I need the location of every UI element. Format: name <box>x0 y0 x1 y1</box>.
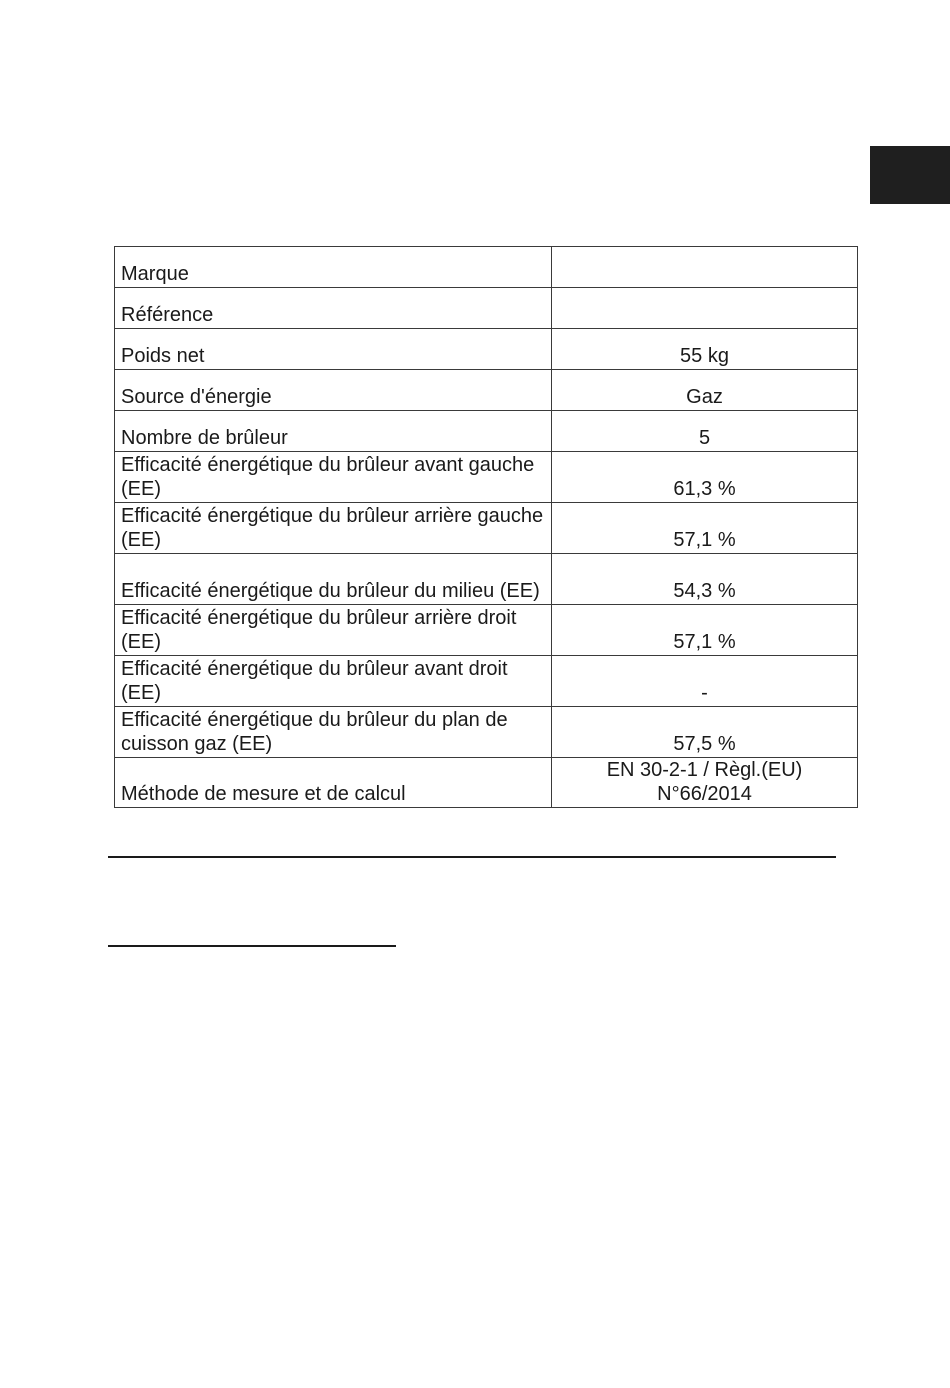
table-row <box>115 707 858 758</box>
row-value: EN 30-2-1 / Règl.(EU) N°66/2014 <box>552 758 858 808</box>
table-row <box>115 605 858 656</box>
row-label: Efficacité énergétique du brûleur avant gauche (EE) <box>115 452 552 503</box>
table-row <box>115 411 858 452</box>
row-value: - <box>552 656 858 707</box>
table-row <box>115 370 858 411</box>
row-value: Gaz <box>552 370 858 411</box>
row-value <box>552 288 858 329</box>
row-label: Efficacité énergétique du brûleur arrière gauche (EE) <box>115 503 552 554</box>
row-label: Efficacité énergétique du brûleur du plan de cuisson gaz (EE) <box>115 707 552 758</box>
row-value <box>552 247 858 288</box>
row-label: Efficacité énergétique du brûleur avant droit (EE) <box>115 656 552 707</box>
row-value: 54,3 % <box>552 554 858 605</box>
table-row <box>115 554 858 605</box>
row-label: Efficacité énergétique du brûleur arrière droit (EE) <box>115 605 552 656</box>
table-row <box>115 656 858 707</box>
table-row <box>115 758 858 808</box>
section-tab-marker <box>870 146 950 204</box>
row-value: 57,1 % <box>552 605 858 656</box>
table-row <box>115 503 858 554</box>
horizontal-rule <box>108 945 396 947</box>
row-label: Marque <box>115 247 552 288</box>
row-value: 57,5 % <box>552 707 858 758</box>
horizontal-rule <box>108 856 836 858</box>
specification-table <box>114 246 858 808</box>
row-label: Source d'énergie <box>115 370 552 411</box>
table-row <box>115 247 858 288</box>
table-row <box>115 288 858 329</box>
row-value: 61,3 % <box>552 452 858 503</box>
row-label: Nombre de brûleur <box>115 411 552 452</box>
row-value: 55 kg <box>552 329 858 370</box>
row-value: 5 <box>552 411 858 452</box>
row-label: Poids net <box>115 329 552 370</box>
table-row <box>115 452 858 503</box>
table-row <box>115 329 858 370</box>
row-label: Référence <box>115 288 552 329</box>
row-label: Efficacité énergétique du brûleur du milieu (EE) <box>115 554 552 605</box>
row-value: 57,1 % <box>552 503 858 554</box>
row-label: Méthode de mesure et de calcul <box>115 758 552 808</box>
